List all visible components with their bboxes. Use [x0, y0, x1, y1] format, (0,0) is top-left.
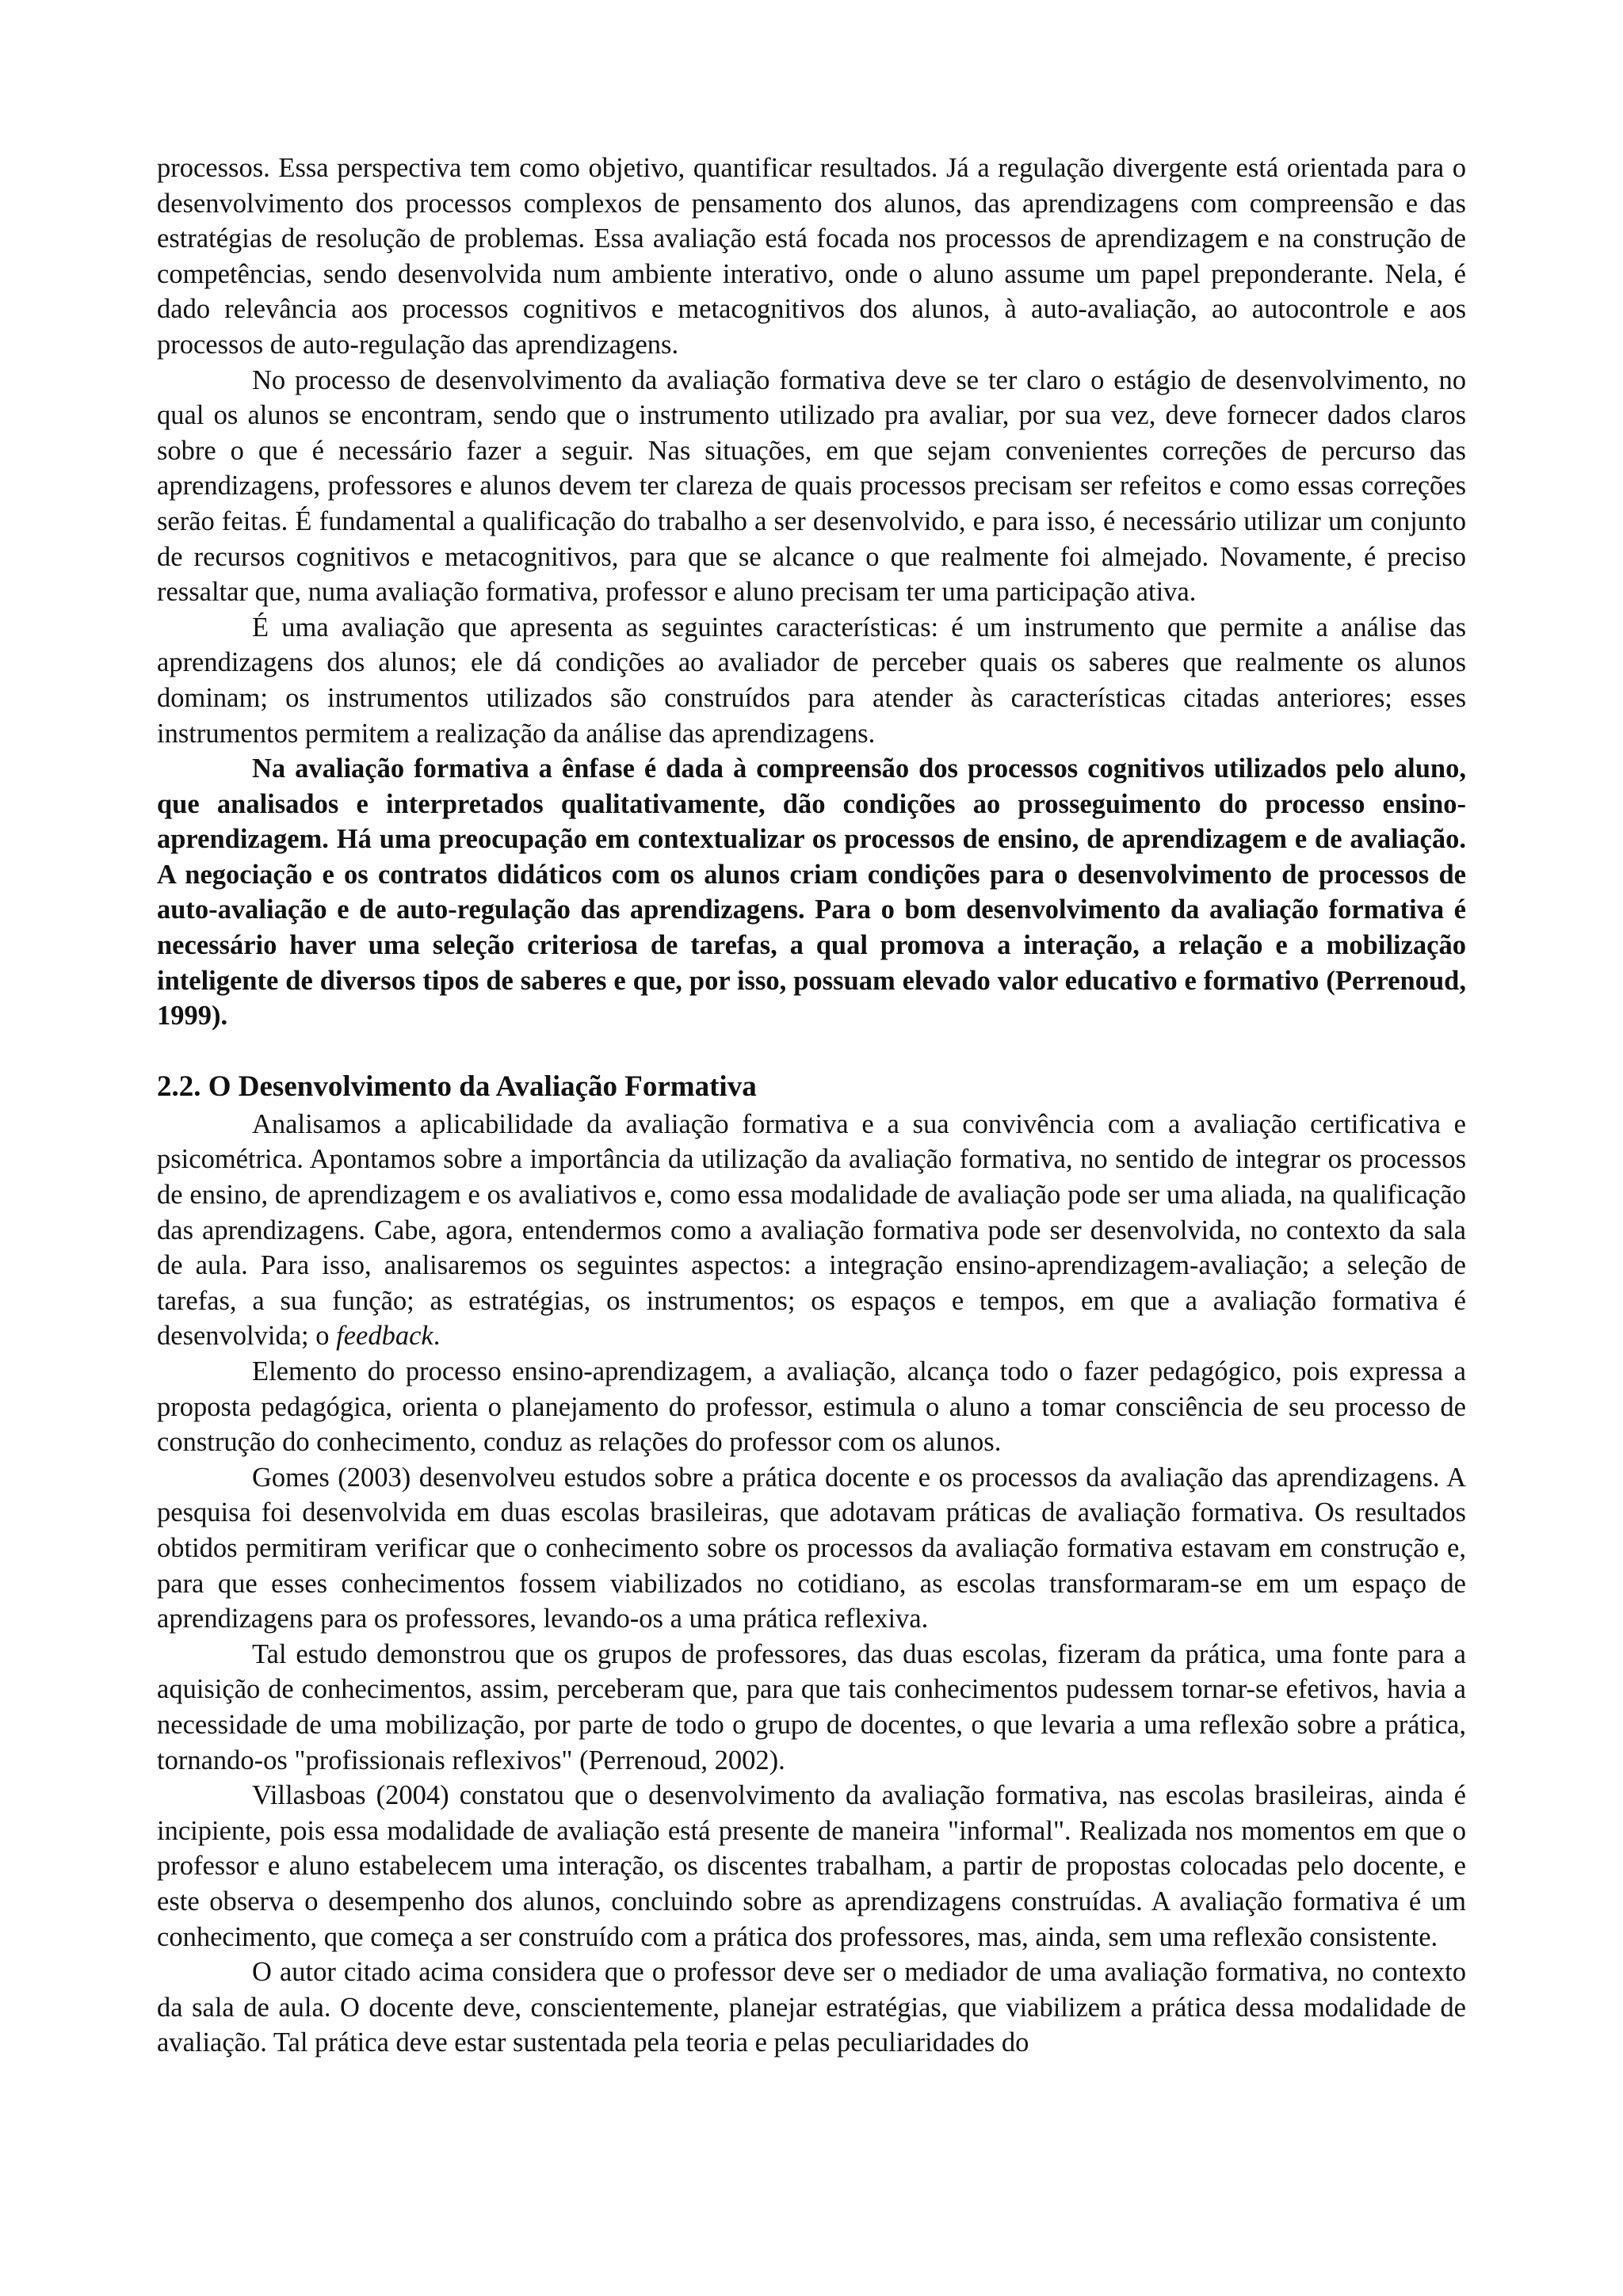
section-heading: 2.2. O Desenvolvimento da Avaliação Formativa — [157, 1070, 757, 1103]
paragraph-5 — [157, 1107, 1466, 1354]
paragraph-10: O autor citado acima considera que o professor deve ser o mediador de uma avaliação formativa, no contexto da sala de aula. O docente deve, conscientemente, planejar estratégias, que viabilizem a prática dessa modalidade de avaliação. Tal prática deve estar sustentada pela teoria e pelas peculiaridades do — [157, 1957, 1466, 2058]
paragraph-1: processos. Essa perspectiva tem como objetivo, quantificar resultados. Já a regulação divergente está orientada para o desenvolvimento dos processos complexos de pensamento dos alunos, das aprendizagens com compreensão e das estratégias de resolução de problemas. Essa avaliação está focada nos processos de aprendizagem e na construção de competências, sendo desenvolvida num ambiente interativo, onde o aluno assume um papel preponderante. Nela, é dado relevância aos processos cognitivos e metacognitivos dos alunos, à auto-avaliação, ao autocontrole e aos processos de auto-regulação das aprendizagens. — [157, 153, 1466, 360]
paragraph-3: É uma avaliação que apresenta as seguintes características: é um instrumento que permite a análise das aprendizagens dos alunos; ele dá condições ao avaliador de perceber quais os saberes que realmente os alunos dominam; os instrumentos utilizados são construídos para atender às características citadas anteriores; esses instrumentos permitem a realização da análise das aprendizagens. — [157, 612, 1466, 749]
paragraph-4-bold: Na avaliação formativa a ênfase é dada à compreensão dos processos cognitivos utilizados pelo aluno, que analisados e interpretados qualitativamente, dão condições ao prosseguimento do processo ensino-aprendizagem. Há uma preocupação em contextualizar os processos de ensino, de aprendizagem e de avaliação. A negociação e os contratos didáticos com os alunos criam condições para o desenvolvimento de processos de auto-avaliação e de auto-regulação das aprendizagens. Para o bom desenvolvimento da avaliação formativa é necessário haver uma seleção criteriosa de tarefas, a qual promova a interação, a relação e a mobilização inteligente de diversos tipos de saberes e que, por isso, possuam elevado valor educativo e formativo (Perrenoud, 1999). — [157, 753, 1466, 1032]
paragraph-8: Tal estudo demonstrou que os grupos de professores, das duas escolas, fizeram da prática, uma fonte para a aquisição de conhecimentos, assim, perceberam que, para que tais conhecimentos pudessem tornar-se efetivos, havia a necessidade de uma mobilização, por parte de todo o grupo de docentes, o que levaria a uma reflexão sobre a prática, tornando-os "profissionais reflexivos" (Perrenoud, 2002). — [157, 1638, 1466, 1775]
paragraph-5-text: Analisamos a aplicabilidade da avaliação formativa e a sua convivência com a avaliação certificativa e psicométrica. Apontamos sobre a importância da utilização da avaliação formativa, no sentido de integrar os processos de ensino, de aprendizagem e os avaliativos e, como essa modalidade de avaliação pode ser uma aliada, na qualificação das aprendizagens. Cabe, agora, entendermos como a avaliação formativa pode ser desenvolvida, no contexto da sala de aula. Para isso, analisaremos os seguintes aspectos: a integração ensino-aprendizagem-avaliação; a seleção de tarefas, a sua função; as estratégias, os instrumentos; os espaços e tempos, em que a avaliação formativa é desenvolvida; o — [157, 1108, 1466, 1352]
paragraph-5-end: . — [433, 1321, 441, 1352]
paragraph-5-italic-term: feedback — [336, 1321, 433, 1352]
paragraph-6: Elemento do processo ensino-aprendizagem, a avaliação, alcança todo o fazer pedagógico, pois expressa a proposta pedagógica, orienta o planejamento do professor, estimula o aluno a tomar consciência de seu processo de construção do conhecimento, conduz as relações do professor com os alunos. — [157, 1356, 1466, 1458]
document-page — [157, 151, 1466, 2061]
paragraph-2: No processo de desenvolvimento da avaliação formativa deve se ter claro o estágio de desenvolvimento, no qual os alunos se encontram, sendo que o instrumento utilizado pra avaliar, por sua vez, deve fornecer dados claros sobre o que é necessário fazer a seguir. Nas situações, em que sejam convenientes correções de percurso das aprendizagens, professores e alunos devem ter clareza de quais processos precisam ser refeitos e como essas correções serão feitas. É fundamental a qualificação do trabalho a ser desenvolvido, e para isso, é necessário utilizar um conjunto de recursos cognitivos e metacognitivos, para que se alcance o que realmente foi almejado. Novamente, é preciso ressaltar que, numa avaliação formativa, professor e aluno precisam ter uma participação ativa. — [157, 364, 1466, 608]
paragraph-7: Gomes (2003) desenvolveu estudos sobre a prática docente e os processos da avaliação das aprendizagens. A pesquisa foi desenvolvida em duas escolas brasileiras, que adotavam práticas de avaliação formativa. Os resultados obtidos permitiram verificar que o conhecimento sobre os processos da avaliação formativa estavam em construção e, para que esses conhecimentos fossem viabilizados no cotidiano, as escolas transformaram-se em um espaço de aprendizagens para os professores, levando-os a uma prática reflexiva. — [157, 1462, 1466, 1634]
paragraph-9: Villasboas (2004) constatou que o desenvolvimento da avaliação formativa, nas escolas brasileiras, ainda é incipiente, pois essa modalidade de avaliação está presente de maneira "informal". Realizada nos momentos em que o professor e aluno estabelecem uma interação, os discentes trabalham, a partir de propostas colocadas pelo docente, e este observa o desempenho dos alunos, concluindo sobre as aprendizagens construídas. A avaliação formativa é um conhecimento, que começa a ser construído com a prática dos professores, mas, ainda, sem uma reflexão consistente. — [157, 1780, 1466, 1952]
